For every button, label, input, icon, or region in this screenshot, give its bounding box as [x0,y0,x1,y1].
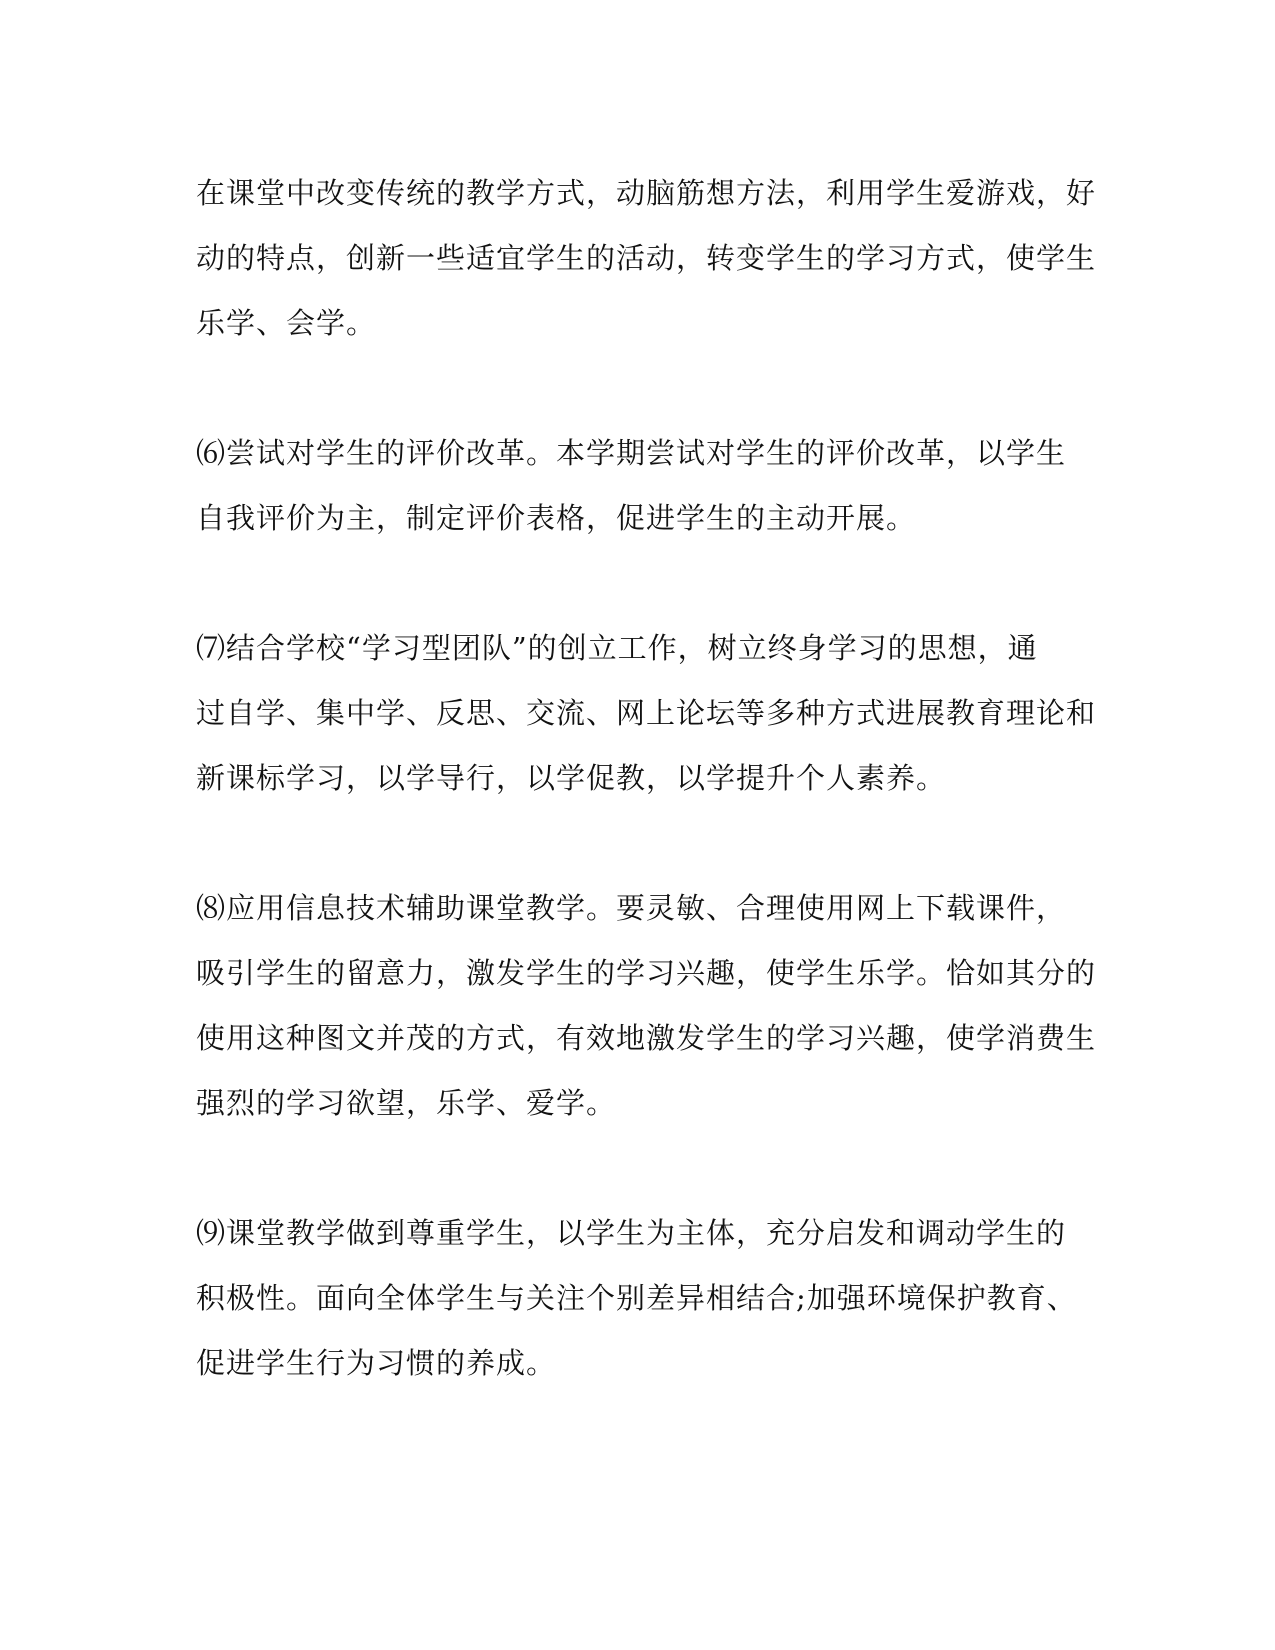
paragraph-line: 使用这种图文并茂的方式，有效地激发学生的学习兴趣，使学消费生 [196,1021,1097,1055]
paragraph-line: ⑺结合学校“学习型团队”的创立工作，树立终身学习的思想，通 [196,631,1038,665]
paragraph-line: 促进学生行为习惯的养成。 [196,1346,557,1380]
paragraph-item-7 [196,616,1097,811]
paragraph-line: 强烈的学习欲望，乐学、爱学。 [196,1086,617,1120]
paragraph-line: 自我评价为主，制定评价表格，促进学生的主动开展。 [196,501,917,535]
paragraph-line: 新课标学习，以学导行，以学促教，以学提升个人素养。 [196,761,947,795]
document-body [196,161,1097,1396]
paragraph-item-9 [196,1201,1076,1396]
paragraph-line: 在课堂中改变传统的教学方式，动脑筋想方法，利用学生爱游戏，好 [196,176,1097,210]
paragraph-item-8 [196,876,1097,1136]
paragraph-classroom-methods [196,161,1097,356]
paragraph-item-6 [196,421,1076,551]
paragraph-line: ⑻应用信息技术辅助课堂教学。要灵敏、合理使用网上下载课件， [196,891,1067,925]
paragraph-line: 动的特点，创新一些适宜学生的活动，转变学生的学习方式，使学生 [196,241,1097,275]
paragraph-line: 过自学、集中学、反思、交流、网上论坛等多种方式进展教育理论和 [196,696,1097,730]
paragraph-line: ⑼课堂教学做到尊重学生，以学生为主体，充分启发和调动学生的 [196,1216,1067,1250]
paragraph-line: ⑹尝试对学生的评价改革。本学期尝试对学生的评价改革，以学生 [196,436,1067,470]
paragraph-line: 积极性。面向全体学生与关注个别差异相结合;加强环境保护教育、 [196,1281,1077,1315]
paragraph-line: 乐学、会学。 [196,306,377,340]
paragraph-line: 吸引学生的留意力，激发学生的学习兴趣，使学生乐学。恰如其分的 [196,956,1097,990]
